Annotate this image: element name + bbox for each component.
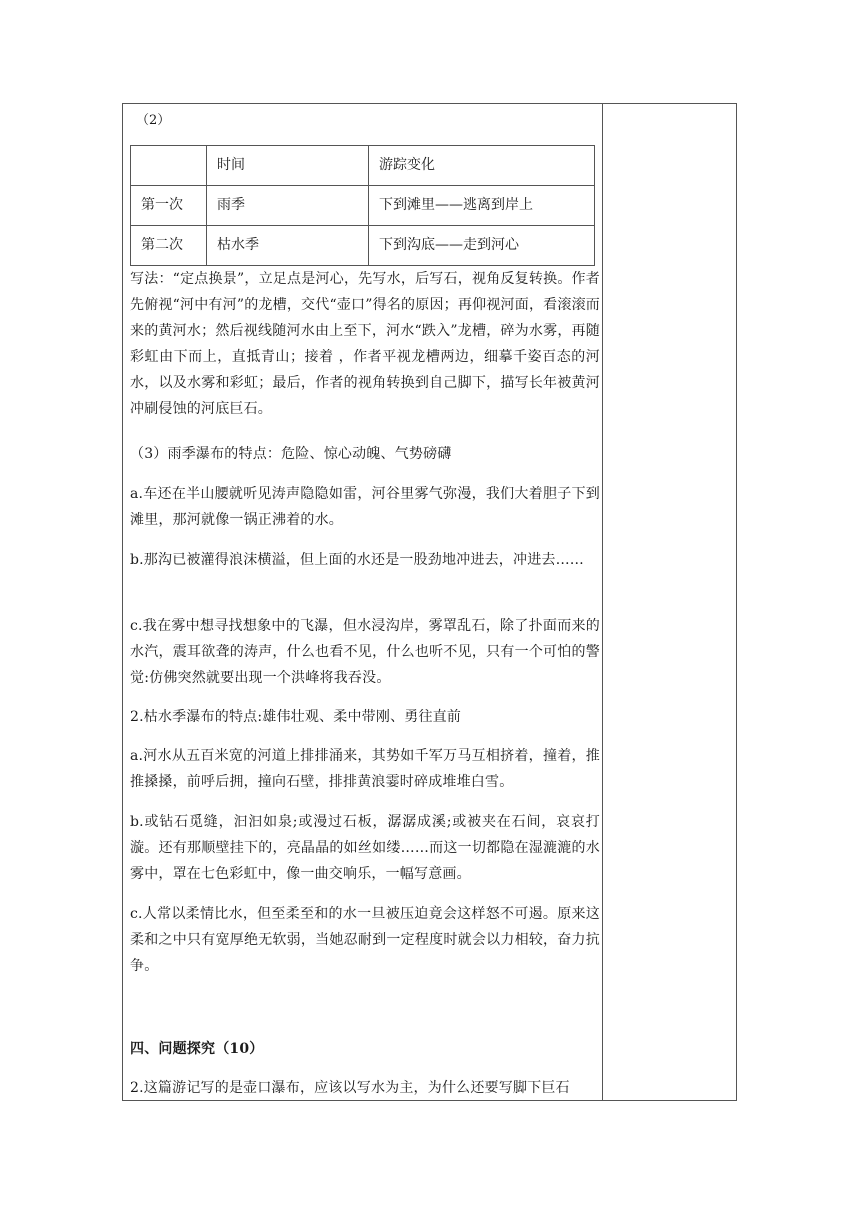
method-paragraph: 写法：“定点换景”，立足点是河心，先写水，后写石，视角反复转换。作者先俯视“河中有河”的龙槽，交代“壶口”得名的原因；再仰视河面，看滚滚而来的黄河水；然后视线随河水由上至下，河水“跌入”龙槽，碎为水雾，再随彩虹由下而上，直抵青山；接着 ，作者平视龙槽两边，细摹千姿百态的河水，以及水雾和彩虹；最后，作者的视角转换到自己脚下，描写长年被黄河冲刷侵蚀的河底巨石。 (130, 271, 600, 417)
table-header-change: 游踪变化 (369, 146, 595, 186)
inquiry-question: 2.这篇游记写的是壶口瀑布，应该以写水为主，为什么还要写脚下巨石 (130, 1080, 570, 1096)
table-cell: 第二次 (131, 226, 207, 266)
dry-point-c: c.人常以柔情比水，但至柔至和的水一旦被压迫竟会这样怒不可遏。原来这柔和之中只有宽厚绝无软弱，当她忍耐到一定程度时就会以力相较，奋力抗争。 (130, 906, 600, 974)
section-heading-inquiry: 四、问题探究（10） (130, 1041, 264, 1057)
dry-season-heading: 2.枯水季瀑布的特点:雄伟壮观、柔中带刚、勇往直前 (130, 709, 462, 725)
rainy-point-c: c.我在雾中想寻找想象中的飞瀑，但水浸沟岸，雾罩乱石，除了扑面而来的水汽，震耳欲聋的涛声，什么也看不见，什么也听不见，只有一个可怕的警觉:仿佛突然就要出现一个洪峰将我吞没。 (130, 618, 600, 686)
rainy-point-a: a.车还在半山腰就听见涛声隐隐如雷，河谷里雾气弥漫，我们大着胆子下到滩里，那河就像一锅正沸着的水。 (130, 486, 600, 528)
table-header-time: 时间 (207, 146, 369, 186)
table-cell (131, 146, 207, 186)
section-label: （2） (136, 113, 171, 128)
table-header-row (131, 146, 595, 186)
dry-point-b: b.或钻石觅缝，汩汩如泉;或漫过石板，潺潺成溪;或被夹在石间，哀哀打漩。还有那顺壁挂下的，亮晶晶的如丝如缕……而这一切都隐在湿漉漉的水雾中，罩在七色彩虹中，像一曲交响乐，一幅写意画。 (130, 814, 600, 882)
table-cell: 雨季 (207, 186, 369, 226)
table-row (131, 186, 595, 226)
dry-point-a: a.河水从五百米宽的河道上排排涌来，其势如千军万马互相挤着，撞着，推推搡搡，前呼后拥，撞向石壁，排排黄浪霎时碎成堆堆白雪。 (130, 748, 600, 790)
table-cell: 第一次 (131, 186, 207, 226)
rainy-point-b: b.那沟已被灌得浪沫横溢，但上面的水还是一股劲地冲进去，冲进去…… (130, 552, 585, 568)
table-cell: 下到滩里——逃离到岸上 (369, 186, 595, 226)
journey-table (130, 145, 595, 266)
main-cell (130, 103, 600, 1100)
table-cell: 枯水季 (207, 226, 369, 266)
table-row (131, 226, 595, 266)
column-divider (602, 103, 603, 1101)
rainy-season-heading: （3）雨季瀑布的特点：危险、惊心动魄、气势磅礴 (130, 446, 452, 462)
table-cell: 下到沟底——走到河心 (369, 226, 595, 266)
